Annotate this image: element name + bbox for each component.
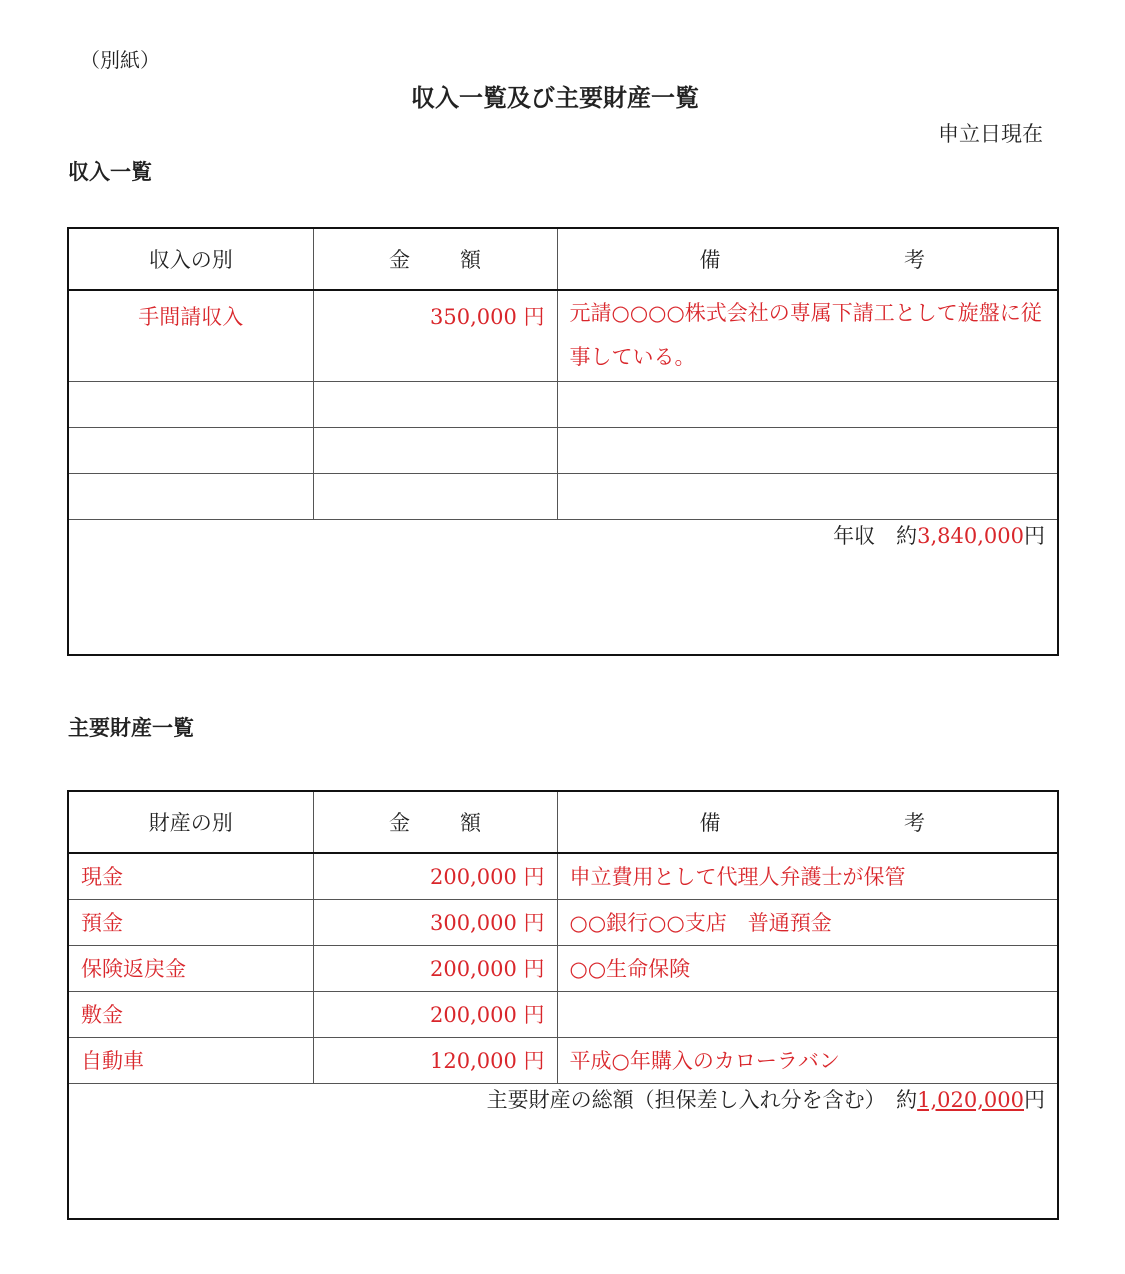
annual-income-unit: 円 — [1024, 523, 1045, 548]
table-row — [68, 853, 1058, 899]
header-remarks: 備 考 — [557, 228, 1058, 290]
income-total-row — [68, 519, 1058, 655]
header-income-type: 収入の別 — [68, 228, 313, 290]
asset-remark-cell: ○○生命保険 — [557, 945, 1058, 991]
annual-income-total — [68, 519, 1058, 655]
asset-amount-cell: 200,000 円 — [313, 853, 557, 899]
assets-total-label: 主要財産の総額（担保差し入れ分を含む） 約 — [486, 1087, 918, 1112]
asset-remark-cell — [557, 991, 1058, 1037]
asset-type-cell: 現金 — [68, 853, 313, 899]
assets-total-unit: 円 — [1024, 1087, 1045, 1112]
income-type-cell — [68, 381, 313, 427]
income-type-cell — [68, 473, 313, 519]
table-row — [68, 381, 1058, 427]
table-row — [68, 899, 1058, 945]
asset-type-cell: 自動車 — [68, 1037, 313, 1083]
assets-header-row — [68, 791, 1058, 853]
income-type-cell — [68, 427, 313, 473]
header-amount: 金 額 — [313, 228, 557, 290]
income-remark-cell — [557, 381, 1058, 427]
income-table — [67, 227, 1059, 656]
asset-remark-cell: 平成○年購入のカローラバン — [557, 1037, 1058, 1083]
income-amount-cell — [313, 381, 557, 427]
income-remark-cell — [557, 427, 1058, 473]
table-row — [68, 427, 1058, 473]
as-of-date: 申立日現在 — [938, 122, 1043, 146]
table-row — [68, 945, 1058, 991]
income-amount-cell — [313, 427, 557, 473]
income-remark-cell: 元請○○○○株式会社の専属下請工として旋盤に従事している。 — [557, 290, 1058, 381]
income-remark-cell — [557, 473, 1058, 519]
asset-amount-cell: 200,000 円 — [313, 945, 557, 991]
annual-income-label: 年収 約 — [833, 523, 918, 548]
asset-type-cell: 敷金 — [68, 991, 313, 1037]
assets-total-value: 1,020,000 — [917, 1087, 1024, 1112]
income-amount-cell — [313, 473, 557, 519]
asset-type-cell: 預金 — [68, 899, 313, 945]
assets-table — [67, 790, 1059, 1220]
asset-amount-cell: 120,000 円 — [313, 1037, 557, 1083]
income-type-cell: 手間請収入 — [68, 290, 313, 381]
asset-amount-cell: 300,000 円 — [313, 899, 557, 945]
document-title: 収入一覧及び主要財産一覧 — [411, 84, 699, 112]
header-remarks: 備 考 — [557, 791, 1058, 853]
asset-remark-cell: ○○銀行○○支店 普通預金 — [557, 899, 1058, 945]
table-row — [68, 290, 1058, 381]
assets-total-row — [68, 1083, 1058, 1219]
attachment-label: （別紙） — [80, 48, 160, 72]
assets-heading: 主要財産一覧 — [68, 716, 194, 740]
table-row — [68, 1037, 1058, 1083]
header-asset-type: 財産の別 — [68, 791, 313, 853]
income-amount-cell: 350,000 円 — [313, 290, 557, 381]
asset-remark-cell: 申立費用として代理人弁護士が保管 — [557, 853, 1058, 899]
asset-type-cell: 保険返戻金 — [68, 945, 313, 991]
income-header-row — [68, 228, 1058, 290]
asset-amount-cell: 200,000 円 — [313, 991, 557, 1037]
annual-income-value: 3,840,000 — [917, 523, 1024, 548]
header-amount: 金 額 — [313, 791, 557, 853]
assets-total — [68, 1083, 1058, 1219]
income-heading: 収入一覧 — [68, 160, 152, 184]
table-row — [68, 473, 1058, 519]
table-row — [68, 991, 1058, 1037]
